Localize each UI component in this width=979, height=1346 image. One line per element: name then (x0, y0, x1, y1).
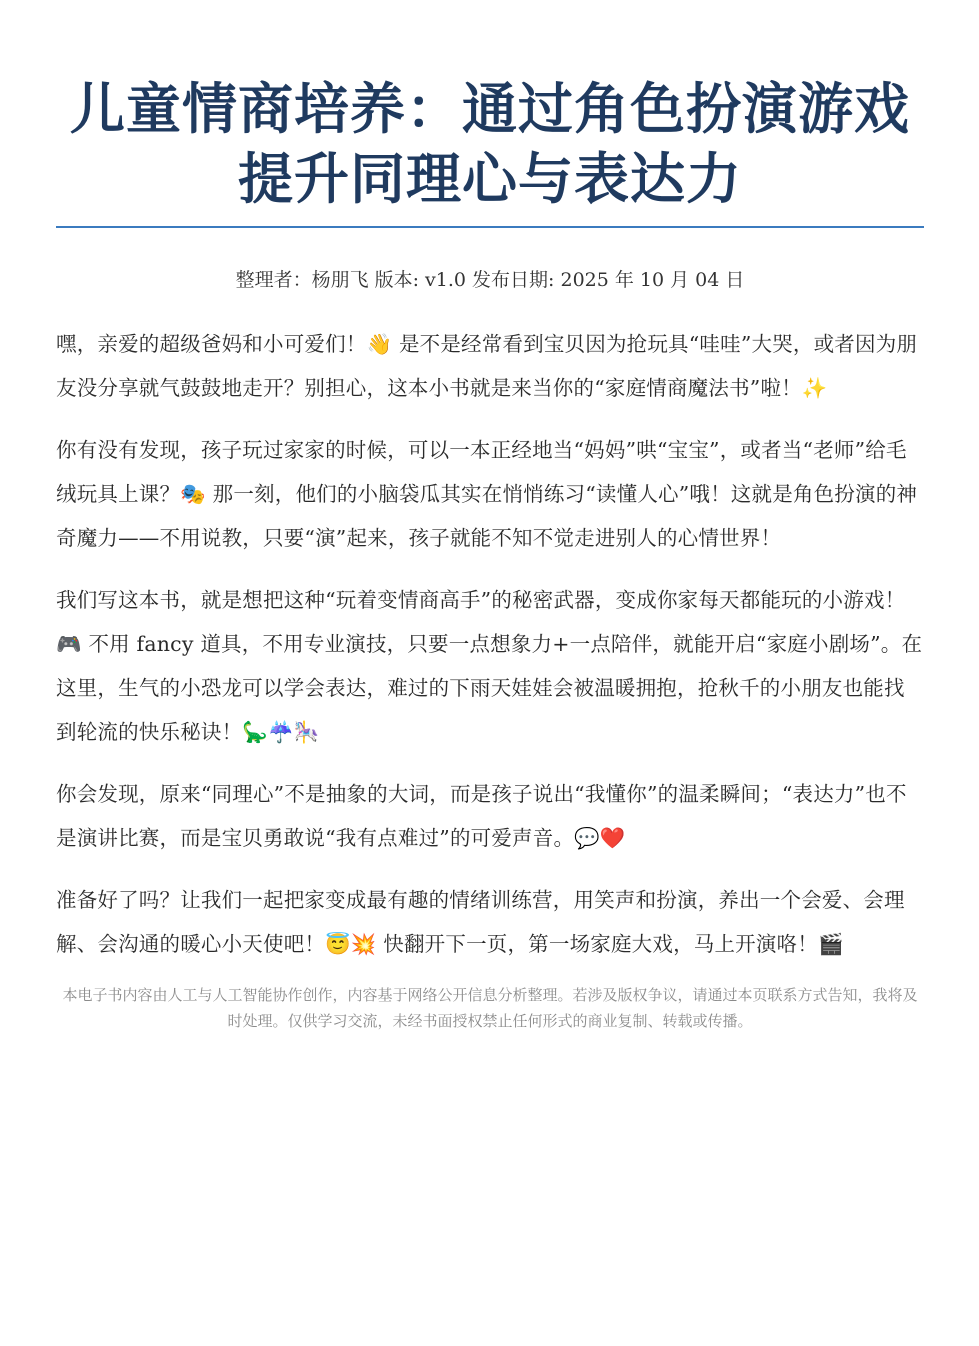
title-line-2: 提升同理心与表达力 (237, 147, 742, 211)
title-line-1: 儿童情商培养：通过角色扮演游戏 (69, 77, 910, 141)
document-page (56, 0, 924, 1034)
intro-paragraph-5: 准备好了吗？让我们一起把家变成最有趣的情绪训练营，用笑声和扮演，养出一个会爱、会理解、会沟通的暖心小天使吧！😇💥 快翻开下一页，第一场家庭大戏，马上开演咯！🎬 (56, 888, 905, 956)
intro-paragraph-3: 我们写这本书，就是想把这种“玩着变情商高手”的秘密武器，变成你家每天都能玩的小游戏！🎮 不用 fancy 道具，不用专业演技，只要一点想象力+一点陪伴，就能开启“家庭小剧场”。在这里，生气的小恐龙可以学会表达，难过的下雨天娃娃会被温暖拥抱，抢秋千的小朋友也能找到轮流的快乐秘诀！🦕☔🎠 (56, 588, 923, 744)
copyright-disclaimer: 本电子书内容由人工与人工智能协作创作，内容基于网络公开信息分析整理。若涉及版权争议，请通过本页联系方式告知，我将及时处理。仅供学习交流，未经书面授权禁止任何形式的商业复制、转载或传播。 (62, 986, 918, 1030)
title-divider (56, 226, 924, 228)
document-meta: 整理者：杨朋飞 版本: v1.0 发布日期: 2025 年 10 月 04 日 (235, 269, 745, 291)
intro-paragraph-1: 嘿，亲爱的超级爸妈和小可爱们！👋 是不是经常看到宝贝因为抢玩具“哇哇”大哭，或者因为朋友没分享就气鼓鼓地走开？别担心，这本小书就是来当你的“家庭情商魔法书”啦！✨ (56, 332, 918, 400)
page-title (56, 74, 924, 214)
intro-paragraph-4: 你会发现，原来“同理心”不是抽象的大词，而是孩子说出“我懂你”的温柔瞬间；“表达力”也不是演讲比赛，而是宝贝勇敢说“我有点难过”的可爱声音。💬❤️ (56, 782, 907, 850)
intro-paragraph-2: 你有没有发现，孩子玩过家家的时候，可以一本正经地当“妈妈”哄“宝宝”，或者当“老师”给毛绒玩具上课？🎭 那一刻，他们的小脑袋瓜其实在悄悄练习“读懂人心”哦！这就是角色扮演的神奇魔力——不用说教，只要“演”起来，孩子就能不知不觉走进别人的心情世界！ (56, 438, 918, 550)
